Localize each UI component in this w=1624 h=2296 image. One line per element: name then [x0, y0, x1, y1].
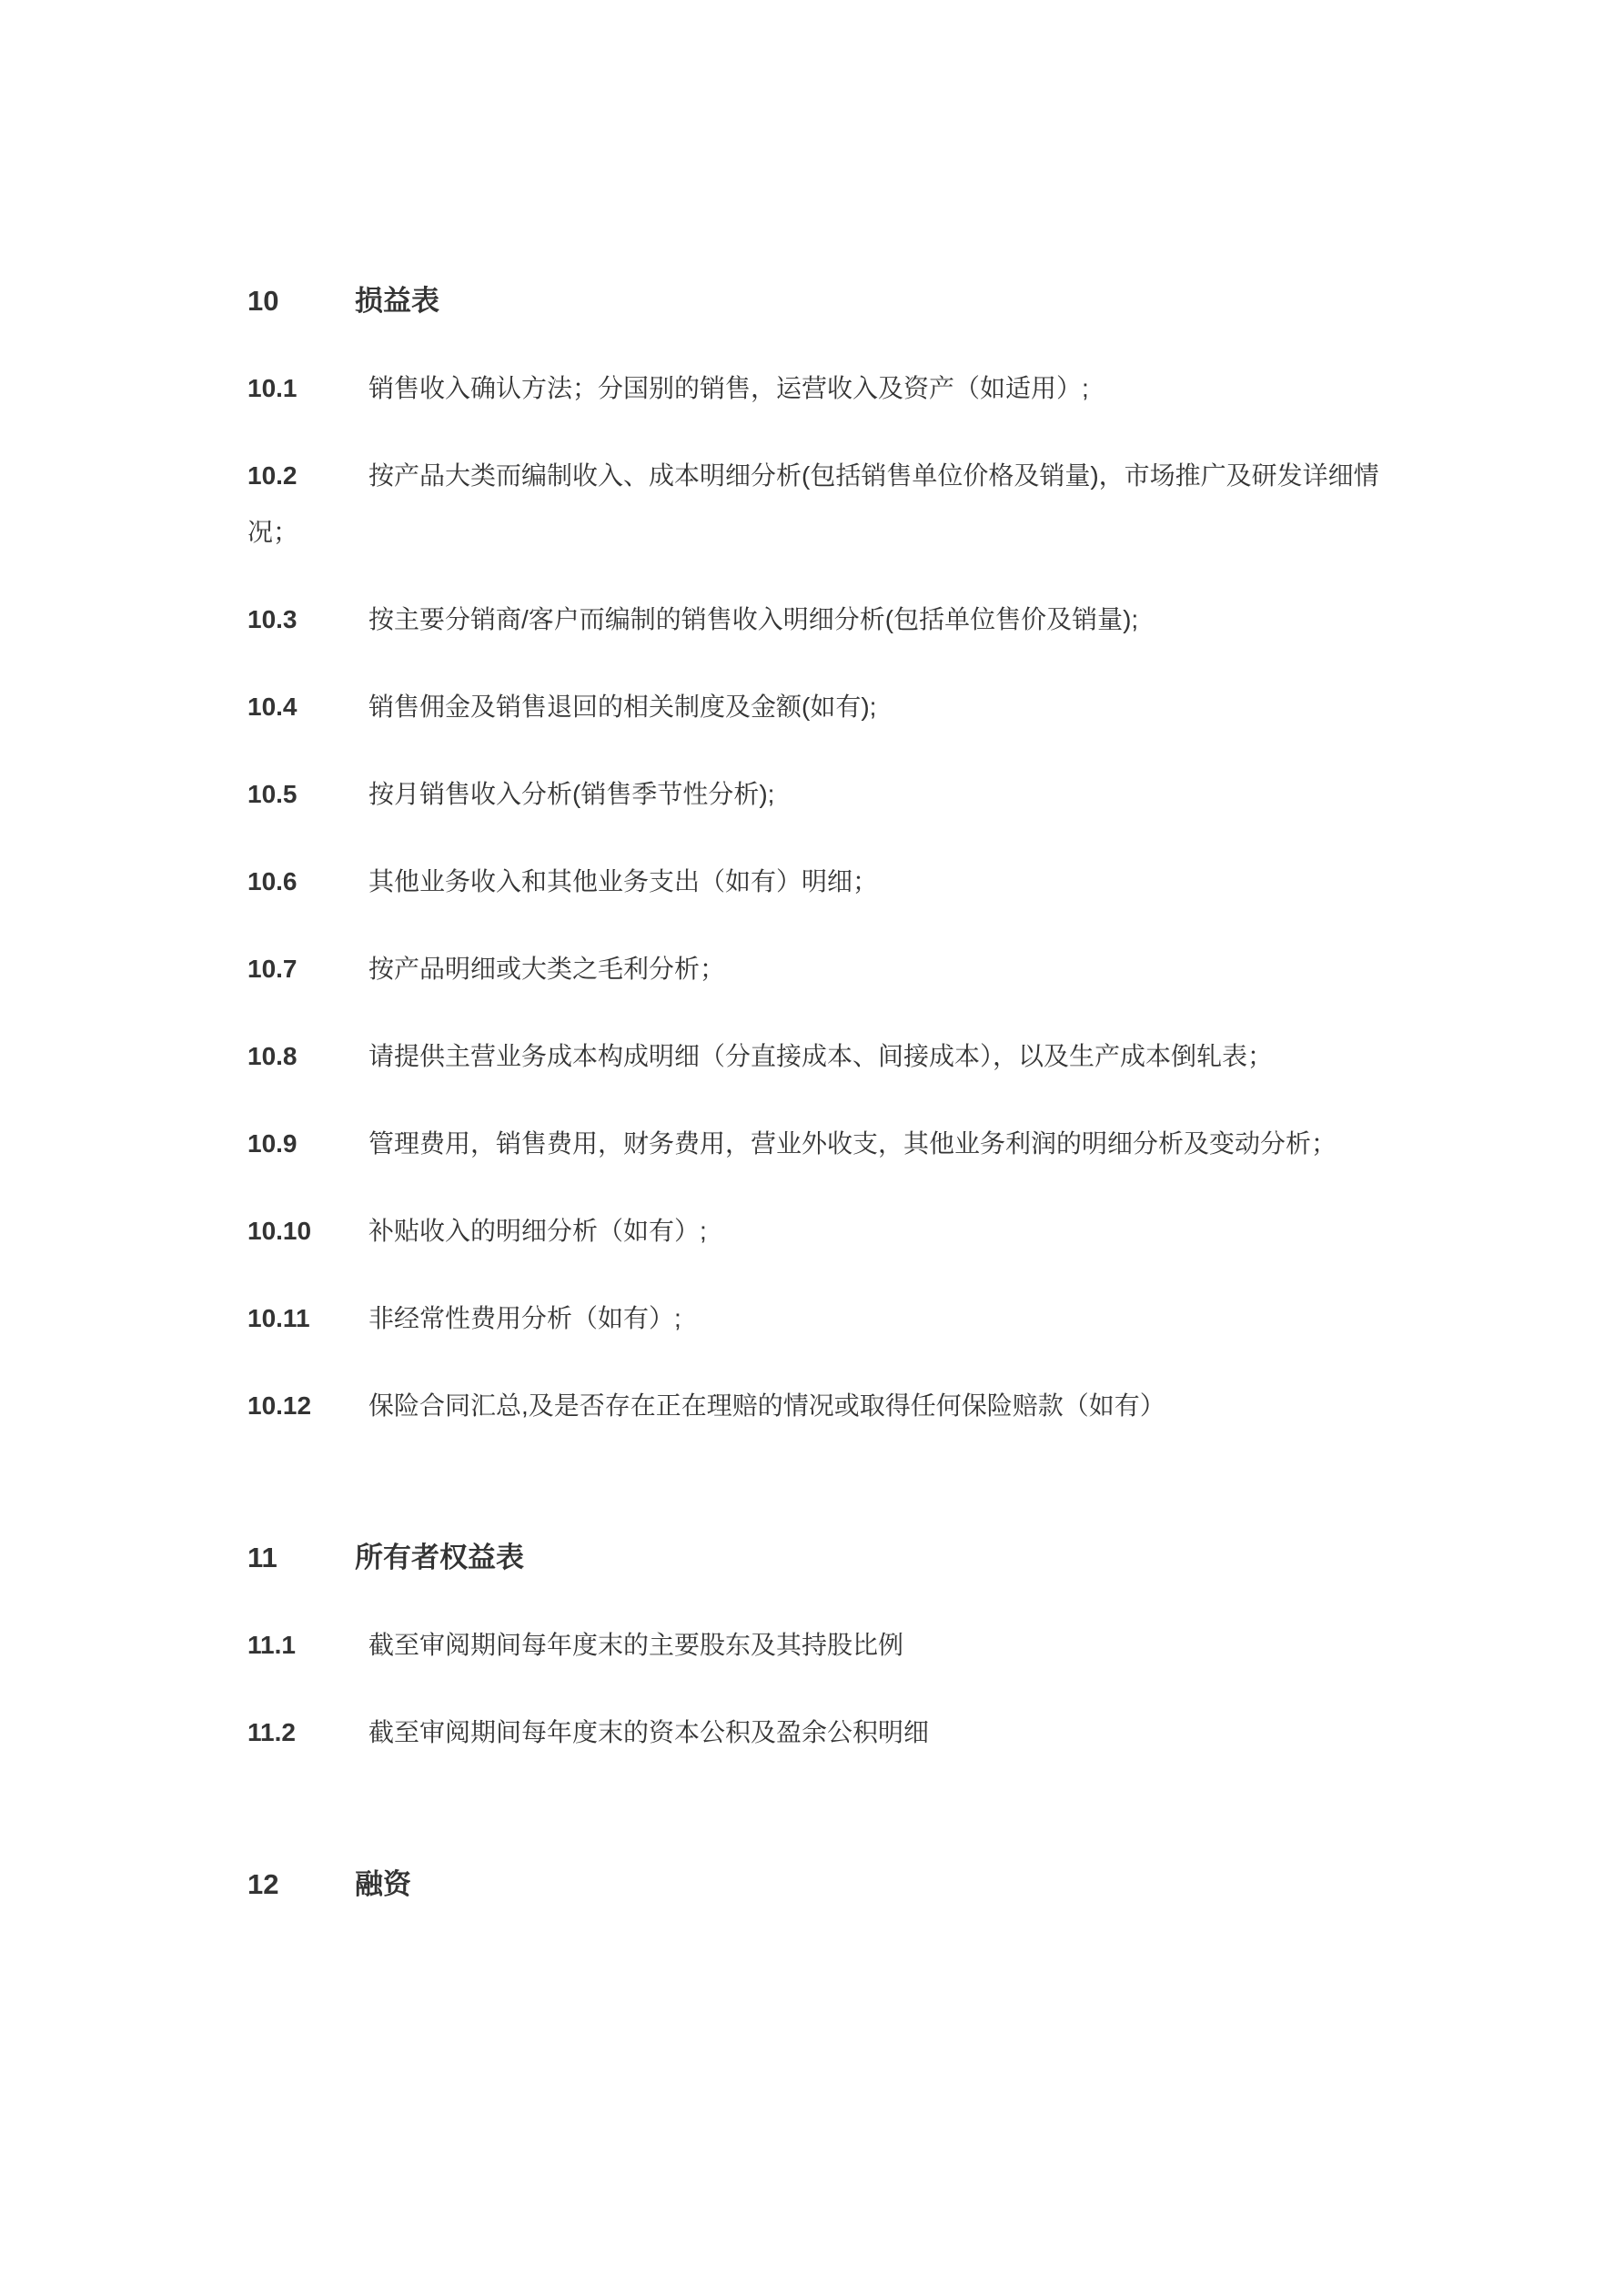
item-text: 按产品明细或大类之毛利分析；	[368, 955, 726, 983]
item-text: 保险合同汇总,及是否存在正在理赔的情况或取得任何保险赔款（如有）	[368, 1391, 1165, 1420]
section-income-statement	[247, 273, 1387, 1434]
item-number: 10.1	[247, 374, 298, 402]
item-text: 截至审阅期间每年度末的资本公积及盈余公积明细	[368, 1718, 930, 1746]
section-title: 损益表	[355, 285, 439, 317]
section-heading	[247, 273, 1387, 329]
item-number: 10.4	[247, 693, 298, 721]
item-number: 10.2	[247, 461, 298, 490]
item-text: 其他业务收入和其他业务支出（如有）明细；	[368, 867, 879, 895]
list-item	[247, 592, 1380, 648]
item-text: 销售收入确认方法；分国别的销售，运营收入及资产（如适用）;	[368, 374, 1089, 402]
list-item	[247, 1704, 1380, 1761]
list-item	[247, 448, 1380, 561]
item-text: 请提供主营业务成本构成明细（分直接成本、间接成本），以及生产成本倒轧表；	[368, 1042, 1274, 1070]
section-number: 12	[247, 1868, 279, 1900]
section-title: 所有者权益表	[355, 1542, 524, 1573]
section-number: 10	[247, 285, 279, 317]
section-heading	[247, 1530, 1387, 1586]
item-number: 10.9	[247, 1129, 298, 1158]
item-text: 管理费用，销售费用，财务费用，营业外收支，其他业务利润的明细分析及变动分析；	[368, 1129, 1337, 1158]
list-item	[247, 679, 1380, 735]
item-text: 补贴收入的明细分析（如有）;	[368, 1217, 707, 1245]
item-text: 非经常性费用分析（如有）;	[368, 1304, 681, 1332]
section-number: 11	[247, 1542, 277, 1573]
item-number: 11.2	[247, 1718, 296, 1746]
list-item	[247, 766, 1380, 823]
list-item	[247, 1116, 1380, 1172]
list-item	[247, 360, 1380, 417]
list-item	[247, 1290, 1380, 1347]
section-title: 融资	[355, 1868, 411, 1900]
item-number: 10.3	[247, 605, 298, 633]
item-text: 按月销售收入分析(销售季节性分析);	[368, 780, 775, 808]
section-financing	[247, 1856, 1387, 1913]
list-item	[247, 1617, 1380, 1674]
section-owners-equity	[247, 1530, 1387, 1761]
list-item	[247, 941, 1380, 997]
item-number: 10.11	[247, 1304, 310, 1332]
item-number: 10.6	[247, 867, 298, 895]
item-number: 10.5	[247, 780, 298, 808]
item-text: 销售佣金及销售退回的相关制度及金额(如有);	[368, 693, 877, 721]
item-number: 11.1	[247, 1631, 296, 1659]
item-number: 10.8	[247, 1042, 298, 1070]
item-number: 10.7	[247, 955, 298, 983]
list-item	[247, 1378, 1380, 1434]
item-number: 10.10	[247, 1217, 312, 1245]
item-text: 截至审阅期间每年度末的主要股东及其持股比例	[368, 1631, 904, 1659]
item-text: 按主要分销商/客户而编制的销售收入明细分析(包括单位售价及销量);	[368, 605, 1139, 633]
list-item	[247, 1203, 1380, 1259]
item-number: 10.12	[247, 1391, 312, 1420]
list-item	[247, 854, 1380, 910]
list-item	[247, 1028, 1380, 1085]
section-heading	[247, 1856, 1387, 1913]
item-text: 按产品大类而编制收入、成本明细分析(包括销售单位价格及销量)，市场推广及研发详细情况；	[247, 461, 1379, 546]
